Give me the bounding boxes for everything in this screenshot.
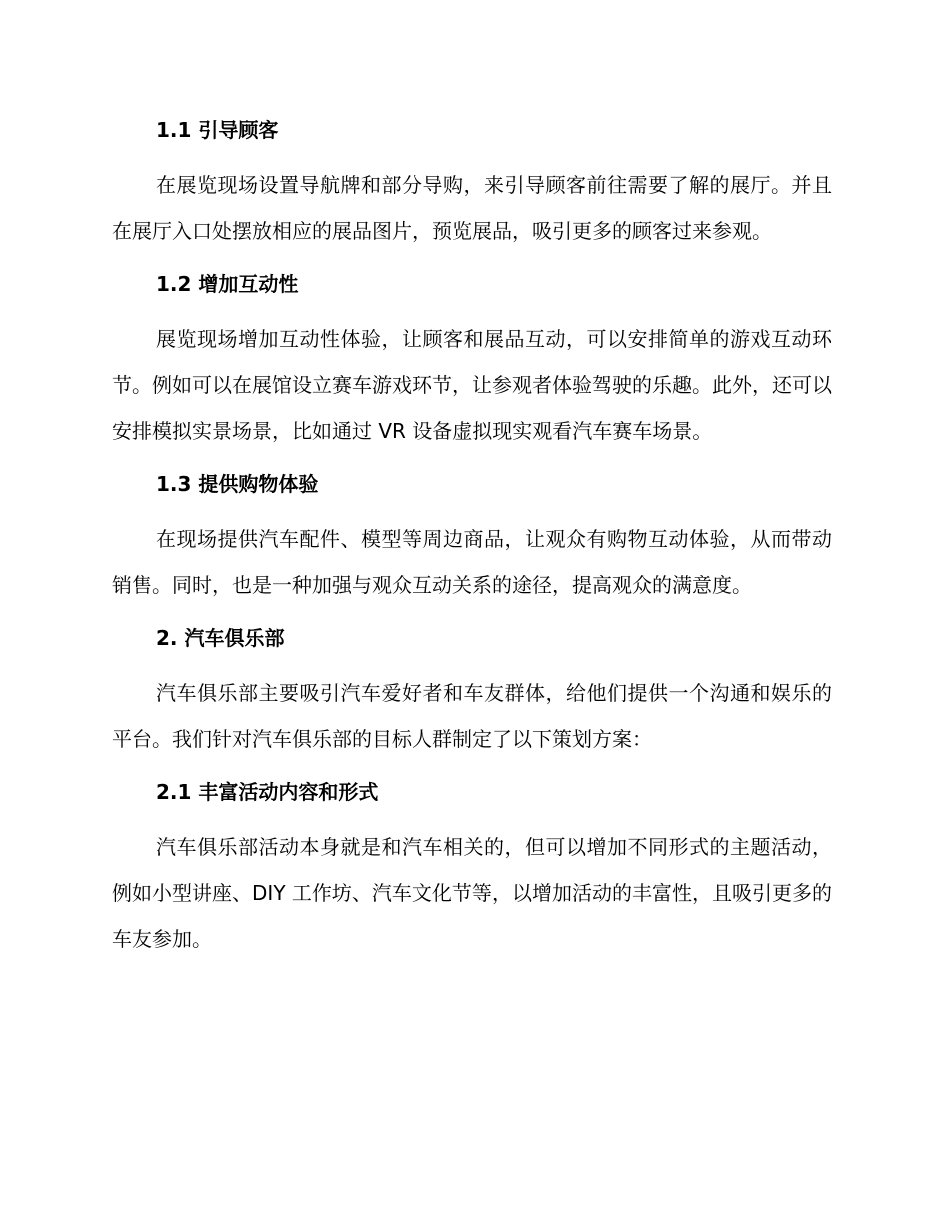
section-heading-1-3: 1.3 提供购物体验 xyxy=(156,472,319,496)
section-paragraph-1-3: 在现场提供汽车配件、模型等周边商品，让观众有购物互动体验，从而带动销售。同时，也是一种加强与观众互动关系的途径，提高观众的满意度。 xyxy=(112,527,832,597)
section-heading-2-1: 2.1 丰富活动内容和形式 xyxy=(156,780,379,804)
document-body xyxy=(112,110,832,972)
section-heading-1-2: 1.2 增加互动性 xyxy=(156,272,299,296)
section-paragraph-2-1: 汽车俱乐部活动本身就是和汽车相关的，但可以增加不同形式的主题活动，例如小型讲座、DIY 工作坊、汽车文化节等，以增加活动的丰富性，且吸引更多的车友参加。 xyxy=(112,835,832,951)
section-paragraph-1-2: 展览现场增加互动性体验，让顾客和展品互动，可以安排简单的游戏互动环节。例如可以在展馆设立赛车游戏环节，让参观者体验驾驶的乐趣。此外，还可以安排模拟实景场景，比如通过 VR 设备虚拟现实观看汽车赛车场景。 xyxy=(112,327,832,443)
section-paragraph-2: 汽车俱乐部主要吸引汽车爱好者和车友群体，给他们提供一个沟通和娱乐的平台。我们针对汽车俱乐部的目标人群制定了以下策划方案： xyxy=(112,681,832,751)
section-heading-2: 2. 汽车俱乐部 xyxy=(156,626,285,650)
section-paragraph-1-1: 在展览现场设置导航牌和部分导购，来引导顾客前往需要了解的展厅。并且在展厅入口处摆放相应的展品图片，预览展品，吸引更多的顾客过来参观。 xyxy=(112,173,832,243)
section-heading-1-1: 1.1 引导顾客 xyxy=(156,118,279,142)
